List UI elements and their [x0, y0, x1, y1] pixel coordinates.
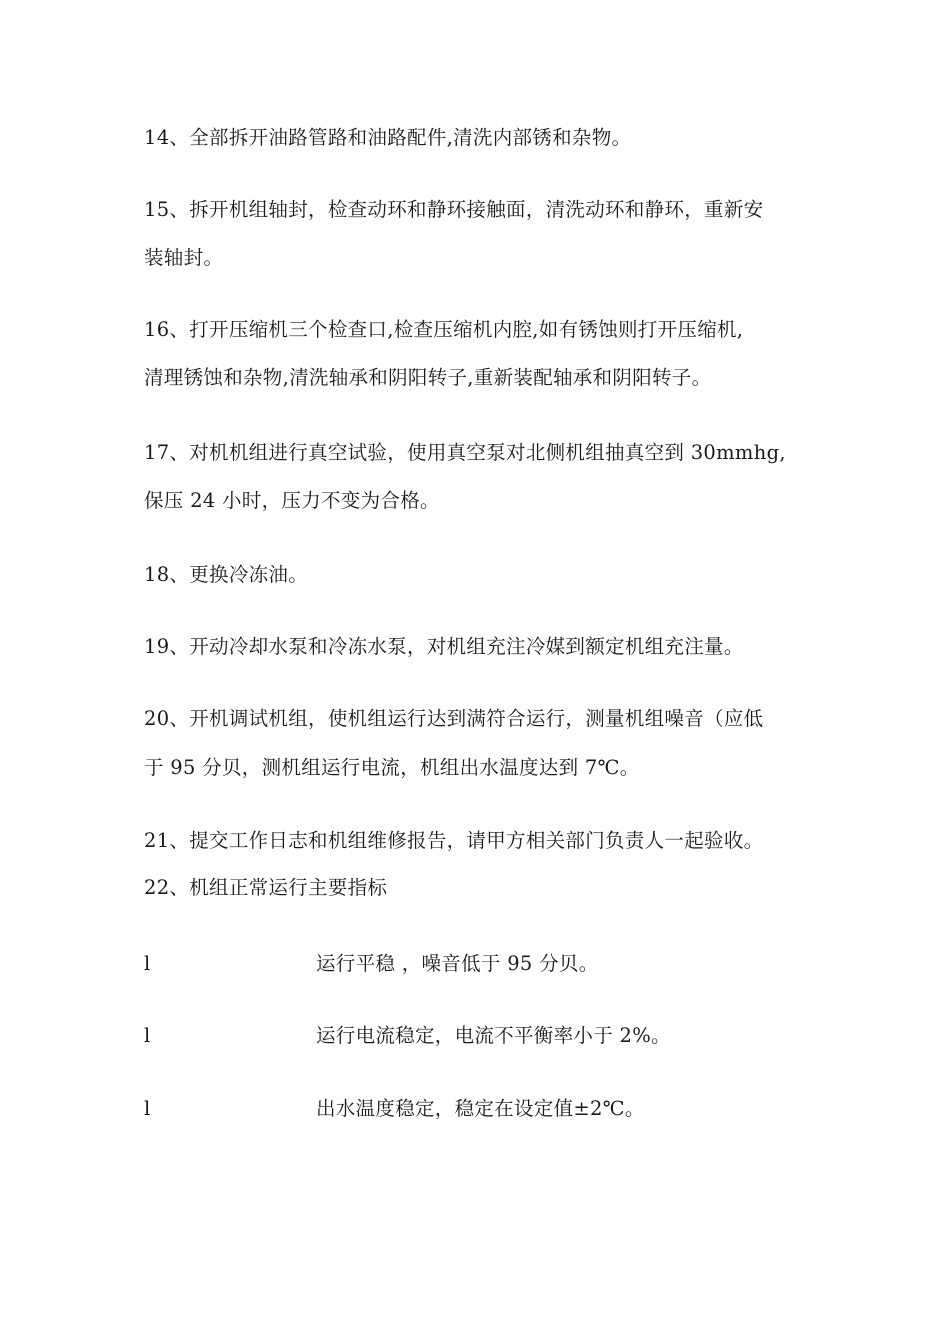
paragraph-20-line-1: 20、开机调试机组，使机组运行达到满符合运行，测量机组噪音（应低: [144, 707, 764, 730]
paragraph-14-line-1: 14、全部拆开油路管路和油路配件,清洗内部锈和杂物。: [144, 126, 632, 149]
paragraph-17-line-1: 17、对机机组进行真空试验，使用真空泵对北侧机组抽真空到 30mmhg,: [144, 441, 786, 464]
paragraph-15-line-1: 15、拆开机组轴封，检查动环和静环接触面，清洗动环和静环，重新安: [144, 198, 764, 221]
paragraph-19-line-1: 19、开动冷却水泵和冷冻水泵，对机组充注冷媒到额定机组充注量。: [144, 635, 744, 658]
indicator-2-text: 运行电流稳定，电流不平衡率小于 2%。: [316, 1024, 671, 1047]
paragraph-16-line-2: 清理锈蚀和杂物,清洗轴承和阴阳转子,重新装配轴承和阴阳转子。: [144, 366, 712, 389]
paragraph-22-heading: 22、机组正常运行主要指标: [144, 876, 388, 899]
paragraph-17-line-2: 保压 24 小时，压力不变为合格。: [144, 489, 440, 512]
indicator-2-marker: l: [144, 1024, 151, 1047]
paragraph-21-line-1: 21、提交工作日志和机组维修报告，请甲方相关部门负责人一起验收。: [144, 829, 764, 852]
paragraph-20-line-2: 于 95 分贝，测机组运行电流，机组出水温度达到 7℃。: [144, 756, 640, 779]
indicator-1-text: 运行平稳 ，噪音低于 95 分贝。: [316, 952, 599, 975]
indicator-1-marker: l: [144, 952, 151, 975]
paragraph-16-line-1: 16、打开压缩机三个检查口,检查压缩机内腔,如有锈蚀则打开压缩机,: [144, 318, 744, 341]
paragraph-18-line-1: 18、更换冷冻油。: [144, 563, 309, 586]
paragraph-15-line-2: 装轴封。: [144, 246, 224, 269]
indicator-3-marker: l: [144, 1097, 151, 1120]
indicator-3-text: 出水温度稳定，稳定在设定值±2℃。: [316, 1097, 645, 1120]
